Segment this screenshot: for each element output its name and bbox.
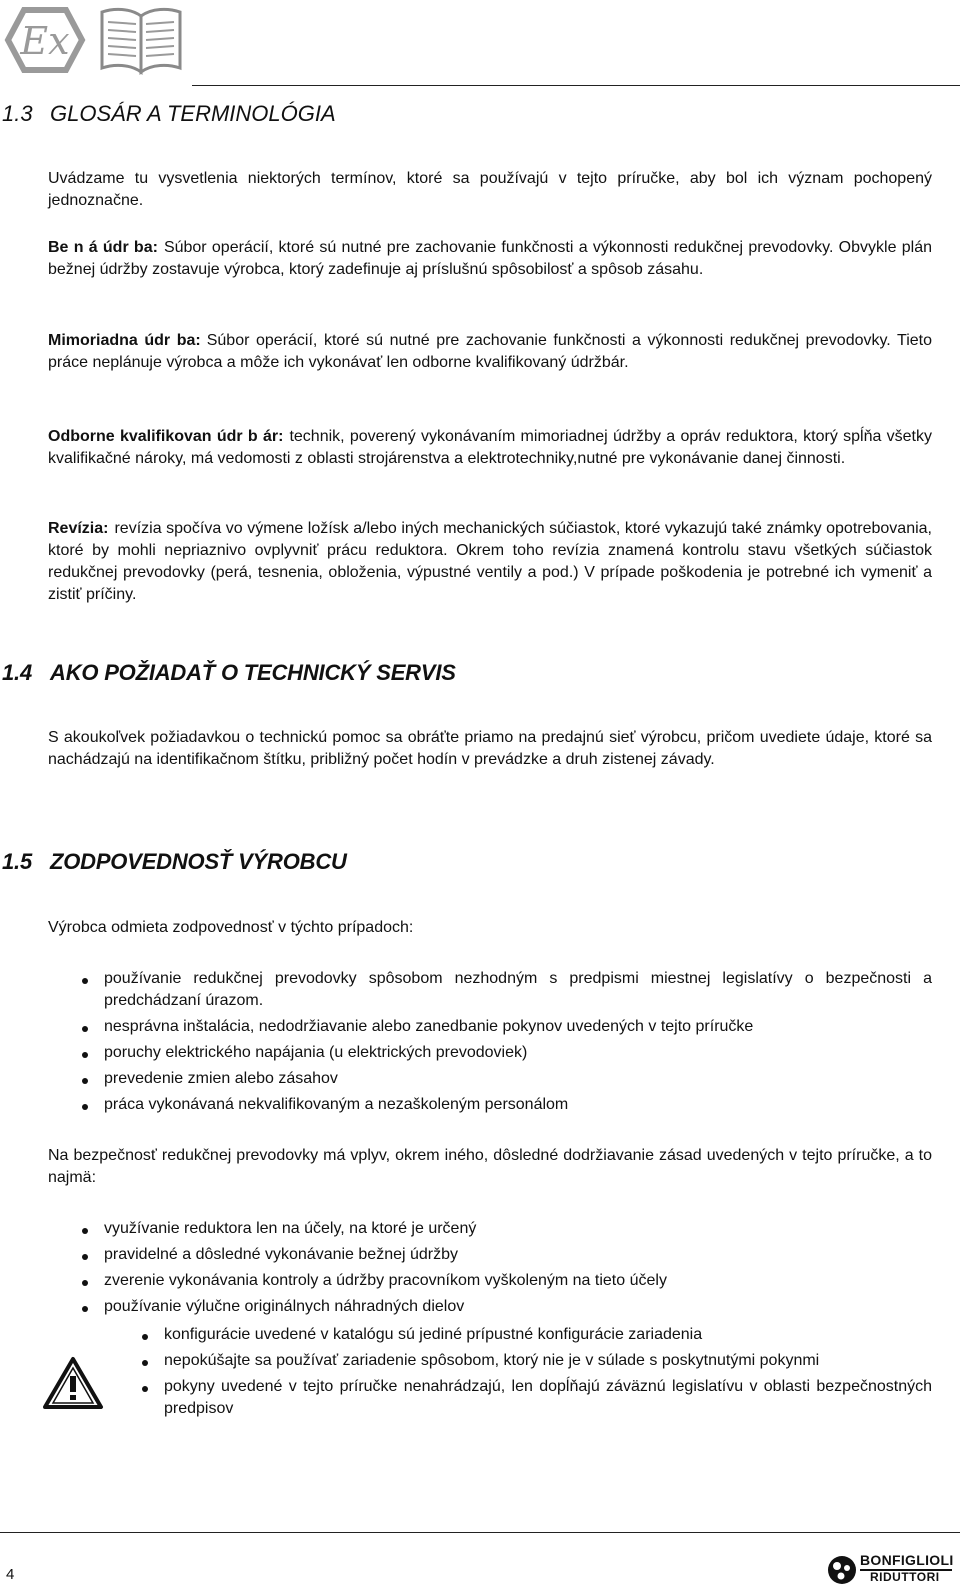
term-definition: Súbor operácií, ktoré sú nutné pre zachovanie funkčnosti a výkonnosti redukčnej prevodovky. Obvykle plán bežnej údržby zostavuje výrobca, ktorý zadefinuje aj príslušnú spôsobilosť a spôsob zásahu. <box>48 239 932 278</box>
list-item: používanie redukčnej prevodovky spôsobom nezhodným s predpismi miestnej legislatívy o bezpečnosti a predchádzaní úrazom. <box>104 968 932 1012</box>
liability-intro: Výrobca odmieta zodpovednosť v týchto prípadoch: <box>48 919 414 936</box>
section-1-3-number: 1.3 <box>2 101 33 126</box>
brand-name: BONFIGLIOLI <box>860 1552 954 1568</box>
warning-triangle-icon <box>42 1356 104 1410</box>
technical-service-text: S akoukoľvek požiadavkou o technickú pomoc sa obráťte priamo na predajnú sieť výrobcu, pričom uvediete údaje, ktoré sa nachádzajú na identifikačnom štítku, približný počet hodín v prevádzke a druh zistenej závady. <box>48 729 932 768</box>
list-item: prevedenie zmien alebo zásahov <box>104 1068 932 1090</box>
liability-cases-list <box>104 968 932 1120</box>
section-1-3-heading: GLOSÁR A TERMINOLÓGIA <box>50 101 336 126</box>
ex-atex-icon <box>4 4 86 76</box>
list-item: konfigurácie uvedené v katalógu sú jediné prípustné konfigurácie zariadenia <box>164 1324 932 1346</box>
term-kvalifikovany-udrzbar <box>48 426 932 470</box>
list-item: poruchy elektrického napájania (u elektrických prevodoviek) <box>104 1042 932 1064</box>
list-item: práca vykonávaná nekvalifikovaným a nezaškoleným personálom <box>104 1094 932 1116</box>
term-definition: Súbor operácií, ktoré sú nutné pre zachovanie funkčnosti a výkonnosti redukčnej prevodovky. Tieto práce neplánuje výrobca a môže ich vykonávať len odborne kvalifikovaný údržbár. <box>48 332 933 371</box>
term-label: Revízia: <box>48 520 109 537</box>
glossary-intro: Uvádzame tu vysvetlenia niektorých termínov, ktoré sa používajú v tejto príručke, aby bol ich význam pochopený jednoznačne. <box>48 170 932 209</box>
bonfiglioli-gears-icon <box>826 1554 858 1586</box>
list-item: využívanie reduktora len na účely, na ktoré je určený <box>104 1218 932 1240</box>
list-item: zverenie vykonávania kontroly a údržby pracovníkom vyškoleným na tieto účely <box>104 1270 932 1292</box>
section-1-4-number: 1.4 <box>2 660 32 685</box>
page-header <box>0 0 960 90</box>
page-number: 4 <box>6 1566 15 1583</box>
term-mimoriadna-udrzba <box>48 330 932 374</box>
term-label: Mimoriadna údr ba: <box>48 332 201 349</box>
term-definition: revízia spočíva vo výmene ložísk a/lebo iných mechanických súčiastok, ktoré vykazujú také známky opotrebovania, ktoré by mohli nepriaznivo ovplyvniť prácu reduktora. Okrem toho revízia znamená kontrolu stavu všetkých súčiastok redukčnej prevodovky (perá, tesnenia, obloženia, výpustné ventily a pod.) V prípade poškodenia je potrebné ich vymeniť a zistiť príčiny. <box>48 520 932 603</box>
section-1-5-heading: ZODPOVEDNOSŤ VÝROBCU <box>50 849 347 874</box>
term-definition: technik, poverený vykonávaním mimoriadnej údržby a opráv reduktora, ktorý spĺňa všetky kvalifikačné nároky, má vedomosti z oblasti strojárenstva a elektrotechniky,nutné pre vykonávanie danej činnosti. <box>48 428 933 467</box>
section-1-5-number: 1.5 <box>2 849 32 874</box>
header-rule <box>192 85 960 86</box>
safety-list <box>104 1218 932 1322</box>
svg-text:Ex: Ex <box>20 19 70 63</box>
term-label: Be n á údr ba: <box>48 239 158 256</box>
term-bezna-udrzba <box>48 237 932 281</box>
open-book-icon <box>96 2 186 78</box>
list-item: pravidelné a dôsledné vykonávanie bežnej údržby <box>104 1244 932 1266</box>
footer-rule <box>0 1532 960 1533</box>
term-revizia <box>48 518 932 606</box>
list-item: nepokúšajte sa používať zariadenie spôsobom, ktorý nie je v súlade s poskytnutými pokynmi <box>164 1350 932 1372</box>
term-label: Odborne kvalifikovan údr b ár: <box>48 428 284 445</box>
list-item: používanie výlučne originálnych náhradných dielov <box>104 1296 932 1318</box>
section-1-5-title <box>2 849 347 875</box>
safety-intro: Na bezpečnosť redukčnej prevodovky má vplyv, okrem iného, dôsledné dodržiavanie zásad uvedených v tejto príručke, a to najmä: <box>48 1147 932 1186</box>
list-item: pokyny uvedené v tejto príručke nenahrádzajú, len dopĺňajú záväznú legislatívu v oblasti bezpečnostných predpisov <box>164 1376 932 1420</box>
list-item: nesprávna inštalácia, nedodržiavanie alebo zanedbanie pokynov uvedených v tejto príručke <box>104 1016 932 1038</box>
section-1-3-title <box>2 101 336 127</box>
section-1-4-heading: AKO POŽIADAŤ O TECHNICKÝ SERVIS <box>50 660 456 685</box>
bonfiglioli-logo <box>826 1548 956 1592</box>
section-1-4-title <box>2 660 456 686</box>
warning-list <box>164 1324 932 1424</box>
brand-subtitle: RIDUTTORI <box>870 1570 940 1584</box>
